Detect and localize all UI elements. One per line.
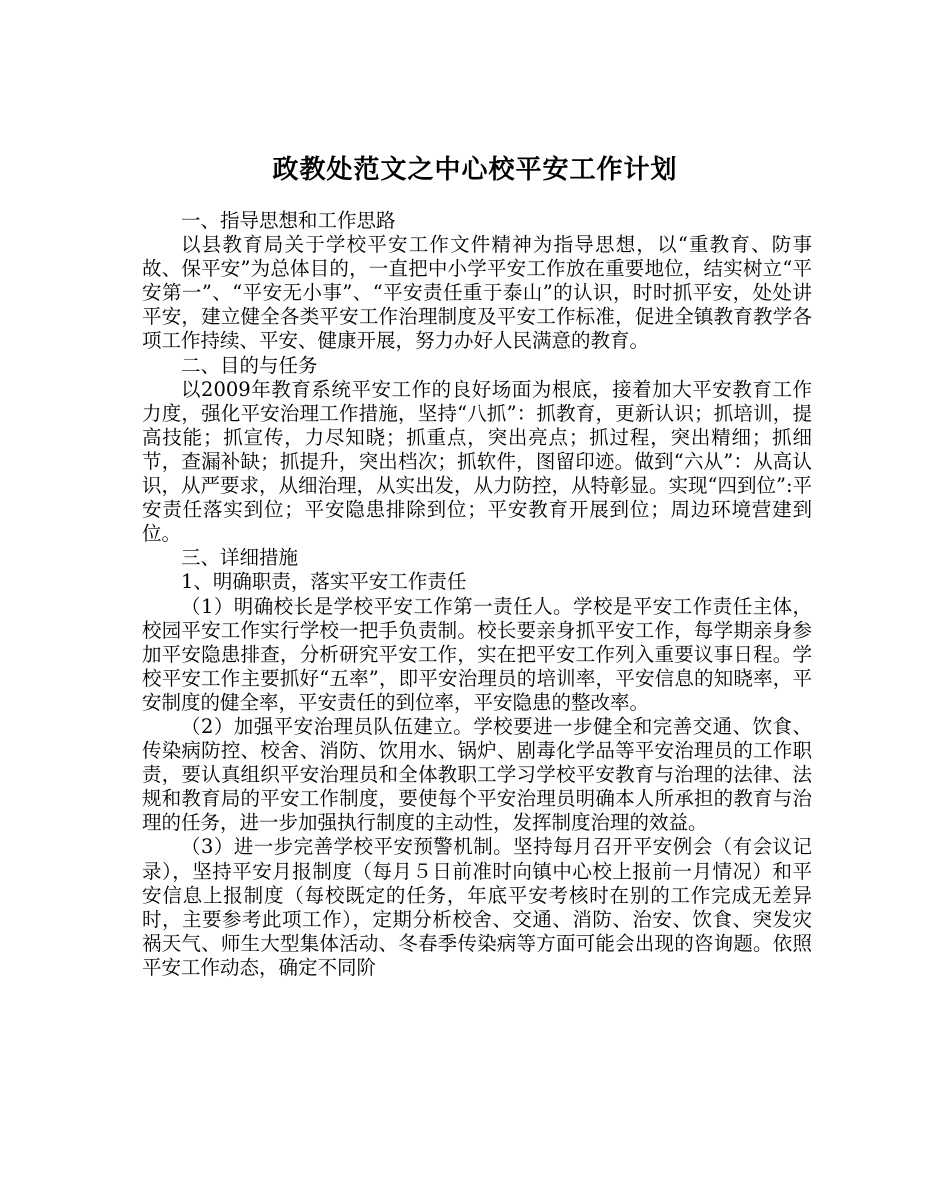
document-body (142, 209, 812, 980)
body-paragraph: 以2009年教育系统平安工作的良好场面为根底，接着加大平安教育工作力度，强化平安治理工作措施，坚持“八抓”：抓教育，更新认识；抓培训，提高技能；抓宣传，力尽知晓；抓重点，突出亮点；抓过程，突出精细；抓细节，查漏补缺；抓提升，突出档次；抓软件，图留印迹。做到“六从”：从高认识，从严要求，从细治理，从实出发，从力防控，从特彰显。实现“四到位”:平安责任落实到位；平安隐患排除到位；平安教育开展到位；周边环境营建到位。 (142, 377, 813, 546)
section-heading: 一、指导思想和工作思路 (181, 209, 396, 232)
section-heading: 二、目的与任务 (181, 353, 318, 377)
body-paragraph: （3）进一步完善学校平安预警机制。坚持每月召开平安例会（有会议记录），坚持平安月报制度（每月５日前准时向镇中心校上报前一月情况）和平安信息上报制度（每校既定的任务，年底平安考核时在别的工作完成无差异时，主要参考此项工作），定期分析校舍、交通、消防、治安、饮食、突发灾祸天气、师生大型集体活动、冬春季传染病等方面可能会出现的咨询题。依照平安工作动态，确定不同阶 (142, 835, 812, 979)
body-paragraph: （2）加强平安治理员队伍建立。学校要进一步健全和完善交通、饮食、传染病防控、校舍、消防、饮用水、锅炉、剧毒化学品等平安治理员的工作职责，要认真组织平安治理员和全体教职工学习学校平安教育与治理的法律、法规和教育局的平安工作制度，要使每个平安治理员明确本人所承担的教育与治理的任务，进一步加强执行制度的主动性，发挥制度治理的效益。 (142, 714, 812, 835)
subsection-heading: 1、明确职责，落实平安工作责任 (181, 570, 467, 594)
section-heading: 三、详细措施 (181, 546, 299, 570)
body-paragraph: 以县教育局关于学校平安工作文件精神为指导思想，以“重教育、防事故、保平安”为总体目的，一直把中小学平安工作放在重要地位，结实树立“平安第一”、“平安无小事”、“平安责任重于泰山”的认识，时时抓平安，处处讲平安，建立健全各类平安工作治理制度及平安工作标准，促进全镇教育教学各项工作持续、平安、健康开展，努力办好人民满意的教育。 (142, 233, 812, 353)
document-title: 政教处范文之中心校平安工作计划 (272, 155, 678, 186)
body-paragraph: （1）明确校长是学校平安工作第一责任人。学校是平安工作责任主体，校园平安工作实行学校一把手负责制。校长要亲身抓平安工作，每学期亲身参加平安隐患排查，分析研究平安工作，实在把平安工作列入重要议事日程。学校平安工作主要抓好“五率”，即平安治理员的培训率，平安信息的知晓率，平安制度的健全率，平安责任的到位率，平安隐患的整改率。 (142, 594, 812, 714)
